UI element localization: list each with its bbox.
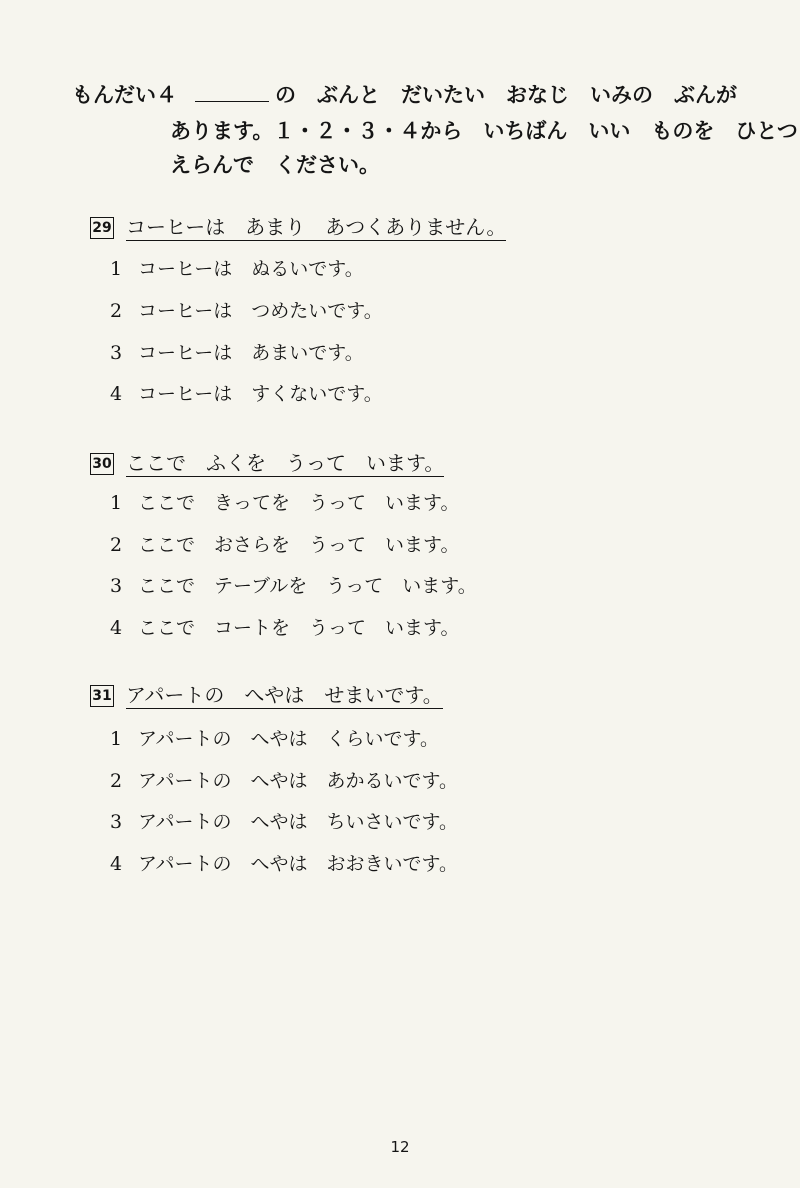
choice-4[interactable]	[110, 851, 458, 877]
choice-3[interactable]	[110, 809, 458, 835]
question-text: ここで ふくを うって います。	[126, 451, 445, 475]
question-number-box: 29	[90, 217, 114, 239]
choice-number: 2	[110, 300, 123, 322]
question-number-box: 31	[90, 685, 114, 707]
choice-3[interactable]	[110, 573, 477, 599]
instruction-line-1	[72, 80, 737, 110]
page-number: 12	[390, 1138, 410, 1156]
choice-2[interactable]	[110, 298, 383, 324]
choice-number: 4	[110, 383, 123, 405]
choice-number: 1	[110, 492, 123, 514]
choice-text: コーヒーは すくないです。	[138, 383, 383, 405]
choice-number: 4	[110, 617, 123, 639]
question-29	[90, 212, 507, 405]
choice-text: コーヒーは つめたいです。	[138, 300, 383, 322]
choice-number: 1	[110, 728, 123, 750]
choice-number: 2	[110, 534, 123, 556]
choice-number: 3	[110, 575, 123, 597]
choice-number: 4	[110, 853, 123, 875]
question-30	[90, 448, 477, 639]
choice-2[interactable]	[110, 768, 458, 794]
instruction-line-2: あります。１・２・３・４から いちばん いい ものを ひとつ	[170, 119, 798, 143]
question-31	[90, 680, 458, 875]
question-header	[90, 448, 444, 480]
choice-4[interactable]	[110, 615, 459, 641]
question-header	[90, 212, 506, 244]
choice-text: ここで おさらを うって います。	[138, 534, 460, 556]
choice-text: ここで テーブルを うって います。	[138, 575, 477, 597]
choice-1[interactable]	[110, 490, 459, 516]
choice-text: ここで コートを うって います。	[138, 617, 460, 639]
choice-text: コーヒーは ぬるいです。	[138, 258, 364, 280]
choice-number: 3	[110, 342, 123, 364]
question-number-box: 30	[90, 453, 114, 475]
choice-1[interactable]	[110, 256, 364, 282]
choice-text: アパートの へやは おおきいです。	[138, 853, 458, 875]
choice-text: アパートの へやは くらいです。	[138, 728, 439, 750]
choice-2[interactable]	[110, 532, 459, 558]
choice-text: アパートの へやは ちいさいです。	[138, 811, 458, 833]
choice-number: 3	[110, 811, 123, 833]
choice-text: コーヒーは あまいです。	[138, 342, 364, 364]
question-text: コーヒーは あまり あつくありません。	[126, 215, 507, 239]
question-text: アパートの へやは せまいです。	[126, 683, 443, 707]
question-header	[90, 680, 443, 712]
instruction-text-1: の ぶんと だいたい おなじ いみの ぶんが	[275, 83, 737, 107]
instruction-line-3: えらんで ください。	[170, 153, 380, 177]
choice-number: 1	[110, 258, 123, 280]
choice-number: 2	[110, 770, 123, 792]
choice-4[interactable]	[110, 381, 383, 407]
choice-text: アパートの へやは あかるいです。	[138, 770, 458, 792]
choice-text: ここで きってを うって います。	[138, 492, 460, 514]
blank-line	[195, 81, 269, 102]
section-label: もんだい４	[72, 83, 177, 107]
choice-1[interactable]	[110, 726, 439, 752]
choice-3[interactable]	[110, 340, 364, 366]
